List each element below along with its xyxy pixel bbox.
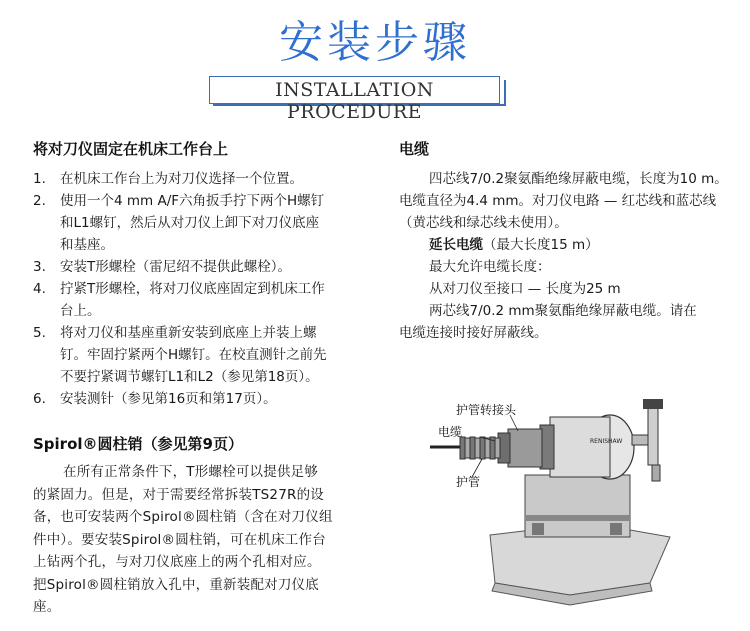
probe-illustration bbox=[420, 395, 740, 610]
spirol-heading: Spirol®圆柱销（参见第9页） bbox=[33, 435, 243, 453]
conduit-rib bbox=[480, 437, 485, 459]
step-item bbox=[33, 322, 368, 388]
label-cable: 电缆 bbox=[438, 425, 463, 439]
mounting-steps bbox=[33, 168, 368, 410]
text-line: 电缆连接时接好屏蔽线。 bbox=[399, 325, 548, 341]
step-text-line: 不要拧紧调节螺钉L1和L2（参见第18页）。 bbox=[60, 369, 319, 385]
stylus-holder bbox=[648, 405, 658, 465]
extension-cable-note: （最大长度15 m） bbox=[483, 237, 599, 253]
base-screw-left bbox=[532, 523, 544, 535]
step-number: 2. bbox=[33, 193, 46, 209]
text-line: 在所有正常条件下，T形螺栓可以提供足够 bbox=[63, 464, 319, 480]
max-length-label: 最大允许电缆长度： bbox=[429, 259, 551, 275]
spirol-paragraph bbox=[33, 461, 368, 619]
step-number: 1. bbox=[33, 171, 46, 187]
step-text-line: 在机床工作台上为对刀仪选择一个位置。 bbox=[60, 171, 303, 187]
text-line: 件中）。要安装Spirol®圆柱销，可在机床工作台 bbox=[33, 531, 326, 548]
conduit-rib bbox=[460, 437, 465, 459]
step-text-line: 和L1螺钉，然后从对刀仪上卸下对刀仪底座 bbox=[60, 215, 320, 231]
extension-cable-line bbox=[399, 234, 734, 256]
step-text-line: 台上。 bbox=[60, 303, 101, 319]
label-conduit: 护管 bbox=[456, 475, 481, 489]
text-line: （黄芯线和绿芯线未使用）。 bbox=[399, 215, 568, 231]
text-line: 两芯线7/0.2 mm聚氨酯绝缘屏蔽电缆。请在 bbox=[429, 303, 697, 319]
step-text-line: 拧紧T形螺栓，将对刀仪底座固定到机床工作 bbox=[60, 281, 325, 297]
step-item bbox=[33, 190, 368, 256]
conduit-rib bbox=[485, 438, 490, 458]
conduit-rib bbox=[470, 437, 475, 459]
step-item bbox=[33, 388, 368, 410]
cable-paragraph-1 bbox=[399, 168, 734, 234]
page-subtitle: INSTALLATION PROCEDURE bbox=[275, 79, 434, 123]
cable-paragraph-2 bbox=[399, 300, 734, 344]
step-number: 6. bbox=[33, 391, 46, 407]
conduit-adapter bbox=[508, 429, 542, 467]
conduit-rib bbox=[475, 438, 480, 458]
cable-section bbox=[399, 138, 734, 344]
step-text-line: 安装测针（参见第16页和第17页）。 bbox=[60, 391, 277, 407]
label-conduit-adapter: 护管转接头 bbox=[456, 403, 517, 417]
mounting-heading: 将对刀仪固定在机床工作台上 bbox=[33, 140, 229, 158]
step-text-line: 钉。牢固拧紧两个H螺钉。在校直测针之前先 bbox=[60, 347, 327, 363]
max-length-value: 从对刀仪至接口 — 长度为25 m bbox=[429, 281, 621, 297]
text-line: 上钻两个孔，与对刀仪底座上的两个孔相对应。 bbox=[33, 554, 321, 570]
probe-diagram bbox=[420, 395, 740, 610]
step-text-line: 和基座。 bbox=[60, 237, 114, 253]
step-text-line: 将对刀仪和基座重新安装到底座上并装上螺 bbox=[60, 325, 317, 341]
cable-heading: 电缆 bbox=[399, 140, 430, 158]
text-line: 座。 bbox=[33, 599, 61, 615]
stylus-tip bbox=[643, 399, 663, 409]
subtitle-box bbox=[209, 76, 506, 123]
step-number: 5. bbox=[33, 325, 46, 341]
text-line: 备，也可安装两个Spirol®圆柱销（含在对刀仪组 bbox=[33, 509, 333, 525]
base-block-band bbox=[525, 515, 630, 521]
extension-cable-title: 延长电缆 bbox=[429, 237, 483, 253]
page-title: 安装步骤 bbox=[279, 17, 471, 68]
step-item bbox=[33, 278, 368, 322]
step-number: 3. bbox=[33, 259, 46, 275]
conduit-ribs bbox=[460, 437, 500, 459]
text-line: 的紧固力。但是，对于需要经常拆装TS27R的设 bbox=[33, 486, 324, 503]
text-line: 四芯线7/0.2聚氨酯绝缘屏蔽电缆，长度为10 m。 bbox=[429, 171, 728, 187]
step-item bbox=[33, 256, 368, 278]
conduit-rib bbox=[465, 438, 470, 458]
brand-text: RENISHAW bbox=[590, 438, 623, 445]
step-text-line: 安装T形螺栓（雷尼绍不提供此螺栓）。 bbox=[60, 259, 291, 275]
base-screw-right bbox=[610, 523, 622, 535]
text-line: 电缆直径为4.4 mm。对刀仪电路 — 红芯线和蓝芯线 bbox=[399, 193, 717, 209]
mounting-section bbox=[33, 138, 368, 410]
step-text-line: 使用一个4 mm A/F六角扳手拧下两个H螺钉 bbox=[60, 193, 325, 209]
step-number: 4. bbox=[33, 281, 46, 297]
step-item bbox=[33, 168, 368, 190]
conduit-rib bbox=[495, 438, 500, 458]
spirol-section bbox=[33, 433, 368, 619]
text-line: 把Spirol®圆柱销放入孔中，重新装配对刀仪底 bbox=[33, 576, 319, 593]
subtitle-box-shadow-right bbox=[504, 80, 506, 106]
probe-body bbox=[550, 417, 610, 477]
stylus-lower bbox=[652, 465, 660, 481]
